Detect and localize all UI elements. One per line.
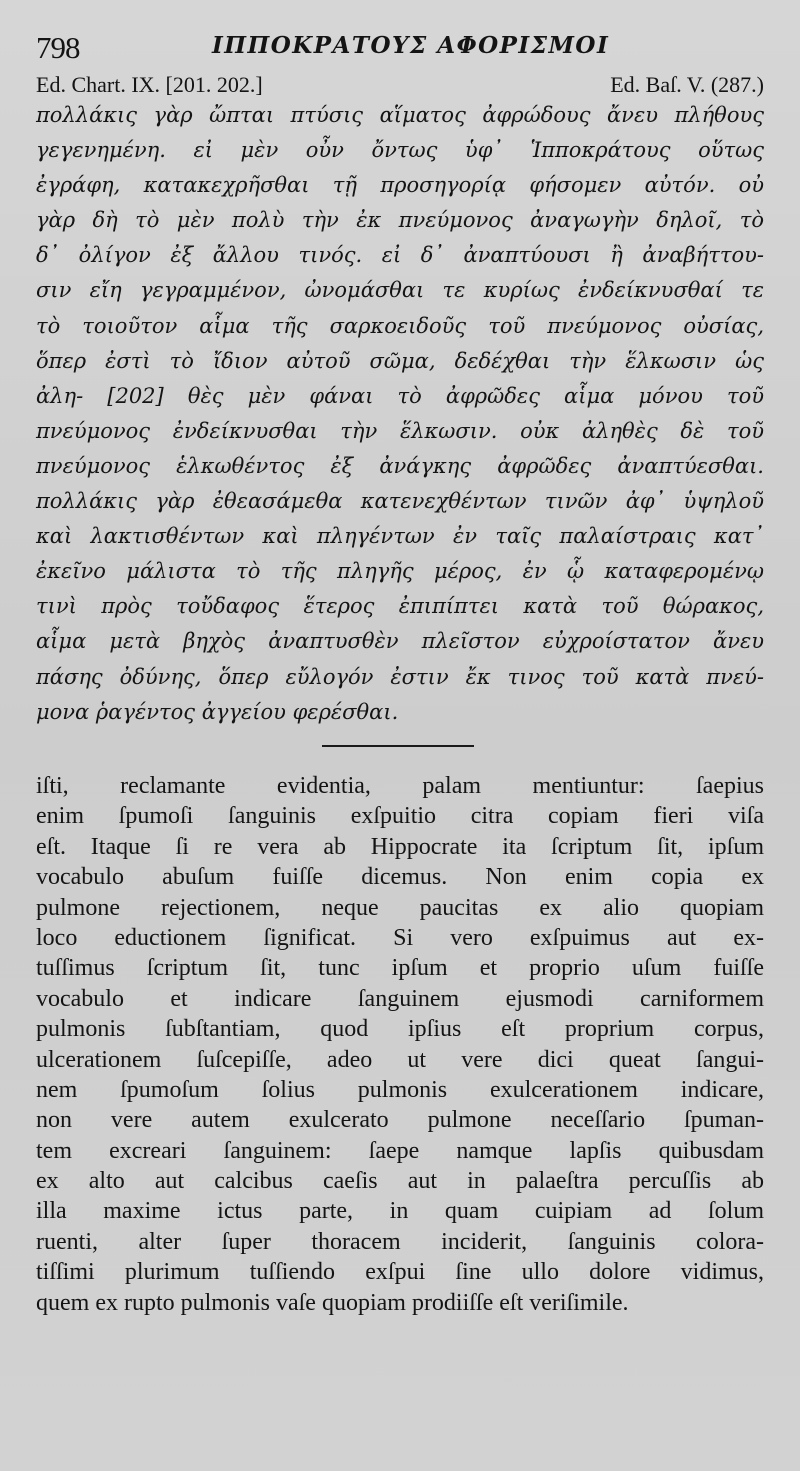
greek-text-line: πνεύμονος ἑλκωθέντος ἐξ ἀνάγκης ἀφρῶδες ἀναπτύεσθαι. — [36, 453, 764, 478]
latin-text-line: pulmonis ſubſtantiam, quod ipſius eſt proprium corpus, — [36, 1016, 764, 1043]
latin-text-line: tiſſimi plurimum tuſſiendo exſpui ſine ullo dolore vidimus, — [36, 1259, 764, 1286]
greek-text-line: καὶ λακτισθέντων καὶ πληγέντων ἐν ταῖς παλαίστραις κατ᾽ — [36, 524, 764, 549]
greek-text-line: δ᾽ ὀλίγον ἐξ ἄλλου τινός. εἰ δ᾽ ἀναπτύουσι ἢ ἀναβήττου- — [36, 243, 764, 268]
greek-text-line: αἷμα μετὰ βηχὸς ἀναπτυσθὲν πλεῖστον εὐχροίστατον ἄνευ — [36, 629, 764, 654]
greek-text-line: σιν εἴη γεγραμμένον, ὠνομάσθαι τε κυρίως ἐνδείκνυσθαί τε — [36, 278, 764, 303]
greek-text-line: ἀλη- [202] θὲς μὲν φάναι τὸ ἀφρῶδες αἷμα μόνου τοῦ — [36, 383, 764, 408]
greek-text-line: ἐκεῖνο μάλιστα τὸ τῆς πληγῆς μέρος, ἐν ᾧ καταφερομένῳ — [36, 559, 764, 584]
latin-text-line: tuſſimus ſcriptum ſit, tunc ipſum et proprio uſum fuiſſe — [36, 955, 764, 982]
greek-text-line: μονα ῥαγέντος ἀγγείου φερέσθαι. — [36, 699, 399, 724]
edition-reference-left: Ed. Chart. IX. [201. 202.] — [36, 72, 263, 97]
latin-text-line: loco eductionem ſignificat. Si vero exſpuimus aut ex- — [36, 924, 764, 951]
greek-text-line: τὸ τοιοῦτον αἷμα τῆς σαρκοειδοῦς τοῦ πνεύμονος οὐσίας, — [36, 313, 764, 338]
latin-text-line: nem ſpumoſum ſolius pulmonis exulcerationem indicare, — [36, 1076, 764, 1103]
latin-text-line: iſti, reclamante evidentia, palam mentiuntur: ſaepius — [36, 773, 764, 799]
greek-text-line: ἐγράφη, κατακεχρῆσθαι τῇ προσηγορίᾳ φήσομεν αὐτόν. οὐ — [36, 173, 764, 198]
greek-text-line: πολλάκις γὰρ ὤπται πτύσις αἵματος ἀφρώδους ἄνευ πλήθους — [36, 103, 764, 127]
greek-text-line: γὰρ δὴ τὸ μὲν πολὺ τὴν ἐκ πνεύμονος ἀναγωγὴν δηλοῖ, τὸ — [36, 208, 764, 233]
latin-text-line: enim ſpumoſi ſanguinis exſpuitio citra copiam fieri viſa — [36, 803, 764, 830]
latin-text-line: ex alto aut calcibus caeſis aut in palaeſtra percuſſis ab — [36, 1168, 764, 1195]
latin-text-line: vocabulo et indicare ſanguinem ejusmodi carniformem — [36, 985, 764, 1012]
page-number: 798 — [36, 30, 80, 65]
latin-text-line: ruenti, alter ſuper thoracem inciderit, ſanguinis colora- — [36, 1228, 764, 1255]
latin-text-line: pulmone rejectionem, neque paucitas ex alio quopiam — [36, 894, 764, 921]
latin-text-line: tem excreari ſanguinem: ſaepe namque lapſis quibusdam — [36, 1137, 764, 1164]
greek-text-line: γεγενημένη. εἰ μὲν οὖν ὄντως ὑφ᾽ Ἱπποκράτους οὕτως — [36, 138, 764, 163]
greek-text-block — [36, 98, 764, 730]
latin-text-line: quem ex rupto pulmonis vaſe quopiam prodiiſſe eſt veriſimile. — [36, 1289, 629, 1316]
greek-text-line: τινὶ πρὸς τοὔδαφος ἕτερος ἐπιπίπτει κατὰ τοῦ θώρακος, — [36, 594, 764, 619]
greek-text-line: πάσης ὀδύνης, ὅπερ εὔλογόν ἐστιν ἔκ τινος τοῦ κατὰ πνεύ- — [36, 664, 764, 689]
edition-reference-right: Ed. Baſ. V. (287.) — [610, 72, 764, 97]
latin-text-line: vocabulo abuſum fuiſſe dicemus. Non enim copia ex — [36, 864, 764, 891]
latin-text-block — [36, 771, 764, 1318]
running-title: ΙΠΠΟΚΡΑΤΟΥΣ ΑΦΟΡΙΣΜΟΙ — [212, 32, 610, 59]
greek-text-line: πολλάκις γὰρ ἐθεασάμεθα κατενεχθέντων τινῶν ἀφ᾽ ὑψηλοῦ — [36, 489, 764, 514]
section-divider-rule — [322, 745, 474, 747]
latin-text-line: ulcerationem ſuſcepiſſe, adeo ut vere dici queat ſangui- — [36, 1046, 764, 1073]
greek-text-line: πνεύμονος ἐνδείκνυσθαι τὴν ἕλκωσιν. οὐκ ἀληθὲς δὲ τοῦ — [36, 418, 764, 443]
greek-text-line: ὅπερ ἐστὶ τὸ ἴδιον αὐτοῦ σῶμα, δεδέχθαι τὴν ἕλκωσιν ὡς — [36, 348, 764, 373]
latin-text-line: non vere autem exulcerato pulmone neceſſario ſpuman- — [36, 1107, 764, 1134]
latin-text-line: eſt. Itaque ſi re vera ab Hippocrate ita ſcriptum ſit, ipſum — [36, 833, 764, 860]
latin-text-line: illa maxime ictus parte, in quam cuipiam ad ſolum — [36, 1198, 764, 1225]
